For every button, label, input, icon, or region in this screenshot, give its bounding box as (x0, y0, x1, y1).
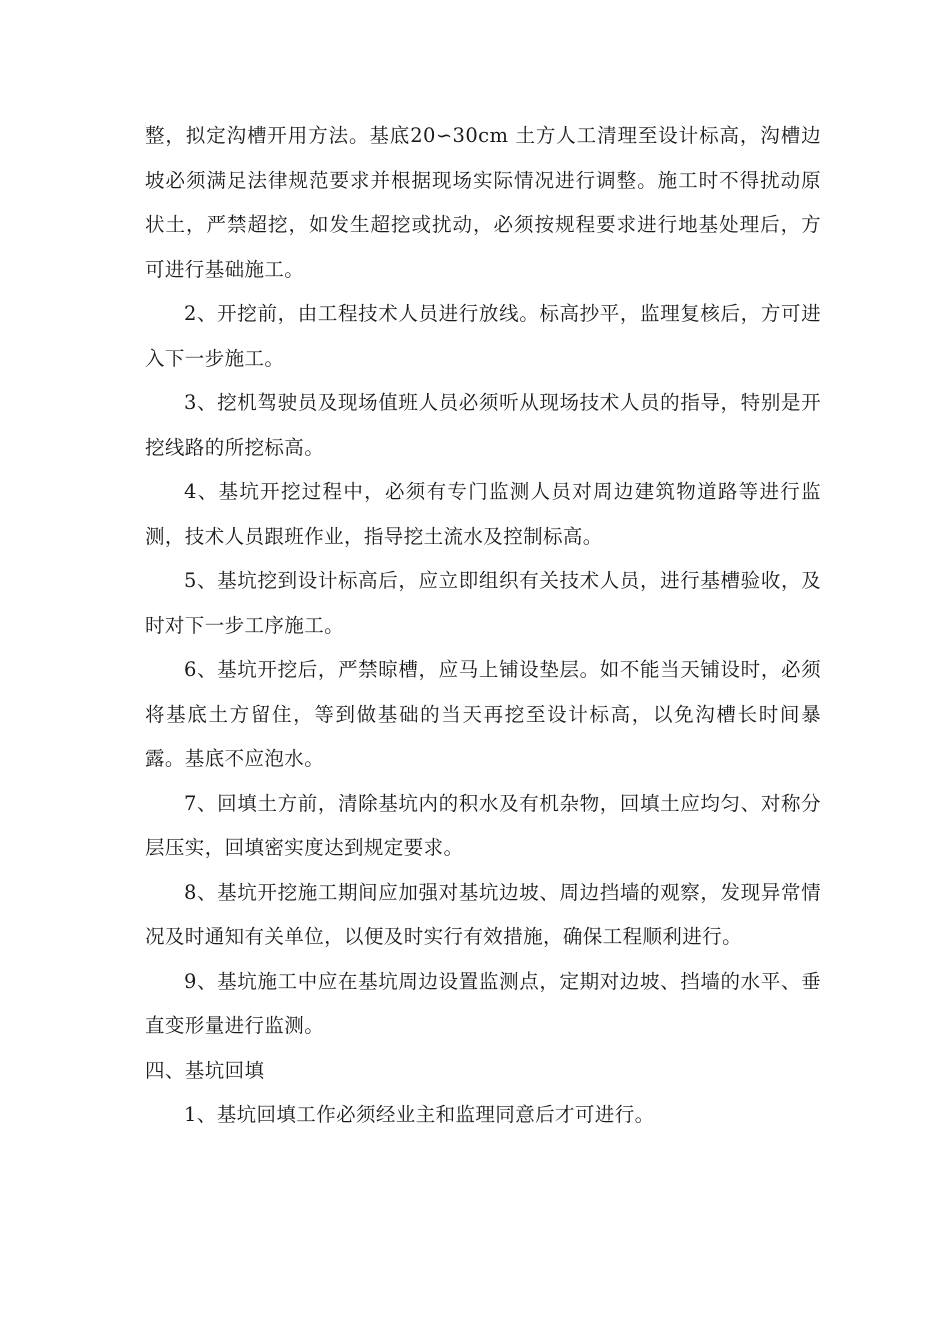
paragraph-item-backfill-1: 1、基坑回填工作必须经业主和监理同意后才可进行。 (184, 1103, 655, 1126)
paragraph-item-4: 4、基坑开挖过程中，必须有专门监测人员对周边建筑物道路等进行监测，技术人员跟班作业，指导挖土流水及控制标高。 (145, 480, 821, 548)
document-body (145, 114, 821, 1138)
section-heading: 四、基坑回填 (145, 1058, 265, 1082)
paragraph-item-6: 6、基坑开挖后，严禁晾槽，应马上铺设垫层。如不能当天铺设时，必须将基底土方留住，等到做基础的当天再挖至设计标高，以免沟槽长时间暴露。基底不应泡水。 (145, 658, 821, 770)
paragraph-item-5: 5、基坑挖到设计标高后，应立即组织有关技术人员，进行基槽验收，及时对下一步工序施工。 (145, 569, 821, 637)
paragraph-item-3: 3、挖机驾驶员及现场值班人员必须听从现场技术人员的指导，特别是开挖线路的所挖标高。 (145, 391, 821, 459)
paragraph-continuation: 整，拟定沟槽开用方法。基底20∽30cm 土方人工清理至设计标高，沟槽边坡必须满足法律规范要求并根据现场实际情况进行调整。施工时不得扰动原状土，严禁超挖，如发生超挖或扰动，必须按规程要求进行地基处理后，方可进行基础施工。 (145, 124, 821, 281)
paragraph-item-8: 8、基坑开挖施工期间应加强对基坑边坡、周边挡墙的观察，发现异常情况及时通知有关单位，以便及时实行有效措施，确保工程顺利进行。 (145, 880, 821, 948)
paragraph-item-7: 7、回填土方前，清除基坑内的积水及有机杂物，回填土应均匀、对称分层压实，回填密实度达到规定要求。 (145, 791, 821, 859)
paragraph-item-9: 9、基坑施工中应在基坑周边设置监测点，定期对边坡、挡墙的水平、垂直变形量进行监测。 (145, 969, 821, 1037)
paragraph-item-2: 2、开挖前，由工程技术人员进行放线。标高抄平，监理复核后，方可进入下一步施工。 (145, 302, 821, 370)
